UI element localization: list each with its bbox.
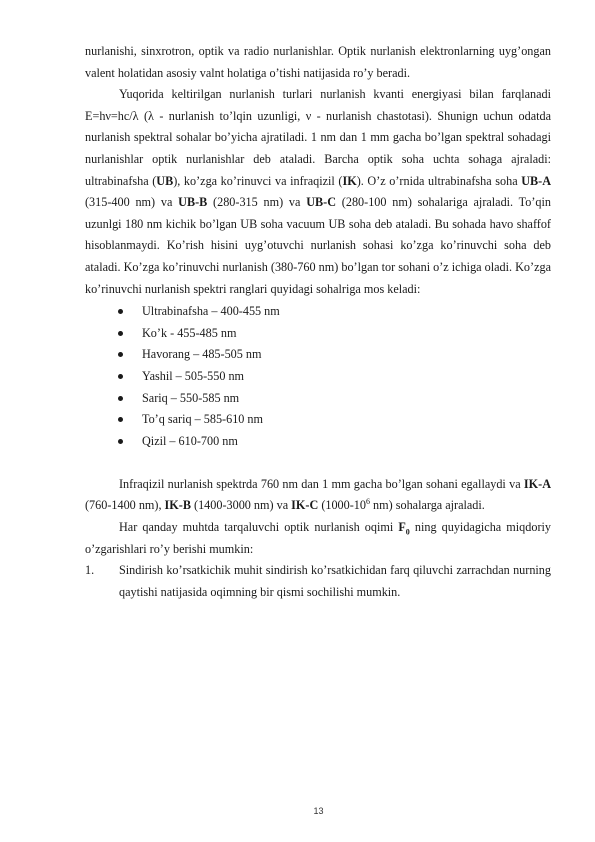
paragraph-spectral-regions: Yuqorida keltirilgan nurlanish turlari nurlanish kvanti energiyasi bilan farqlanadi E=hν=hc/λ (λ - nurlanish to’lqin uzunligi, ν - nurlanish chastotasi). Shunign uchun odatda nurlanish spektral sohalar bo’yicha ajratiladi. 1 nm dan 1 mm gacha bo’lgan spektral sohadagi nurlanishlar optik nurlanishlar deb ataladi. Barcha optik soha uchta sohaga ajraladi: ultrabinafsha (UB), ko’zga ko’rinuvci va infraqizil (IK). O’z o’rnida ultrabinafsha soha UB-A (315-400 nm) va UB-B (280-315 nm) va UB-C (280-100 nm) sohalariga ajraladi. To’qin uzunlgi 180 nm kichik bo’lgan UB soha vacuum UB soha deb ataladi. Bu sohada havo shaffof hisoblanmaydi. Ko’rish hisini uyg’otuvchi nurlanish sohasi ko’zga ko’rinuvchi soha deb ataladi. Ko’zga ko’rinuvchi nurlanish (380-760 nm) bo’lgan tor sohani o’z ichiga oladi. Ko’zga ko’rinuvchi nurlanish spektri ranglari quyidagi sohalriga mos keladi: <box>85 87 552 296</box>
list-item-text: Sindirish ko’rsatkichik muhit sindirish ko’rsatkichidan farq qiluvchi zarrachdan nurning qaytishi natijasida oqimning bir qismi sochilishi mumkin. <box>119 563 551 599</box>
ik-b-term: IK-B <box>164 498 191 513</box>
bullet-icon <box>118 309 123 314</box>
list-item: Ultrabinafsha – 400-455 nm <box>85 301 551 323</box>
ub-a-term: UB-A <box>521 173 552 188</box>
ub-c-term: UB-C <box>306 195 337 210</box>
bullet-icon <box>118 439 123 444</box>
numbered-list <box>85 560 551 603</box>
page-number: 13 <box>313 806 324 816</box>
list-item: Havorang – 485-505 nm <box>85 344 551 366</box>
ik-a-term: IK-A <box>523 476 551 491</box>
list-item: Qizil – 610-700 nm <box>85 431 551 453</box>
bullet-icon <box>118 352 123 357</box>
paragraph-flux: Har qanday muhtda tarqaluvchi optik nurlanish oqimi $F_0$ ning quyidagicha miqdoriy o’zgarishlari ro’y berishi mumkin: <box>85 520 551 556</box>
bullet-icon <box>118 417 123 422</box>
ik-term: IK <box>342 173 357 188</box>
paragraph-intro: nurlanishi, sinxrotron, optik va radio nurlanishlar. Optik nurlanish elektronlarning uyg’ongan valent holatidan asosiy valnt holatiga o’tishi natijasida ro’y beradi. <box>85 44 551 80</box>
ik-c-term: IK-C <box>291 498 319 513</box>
bullet-icon <box>118 374 123 379</box>
bullet-icon <box>118 331 123 336</box>
list-number: 1. <box>85 563 95 578</box>
list-item <box>85 560 551 603</box>
document-page <box>85 41 551 603</box>
ub-b-term: UB-B <box>178 195 208 210</box>
flux-symbol: $F_0$ <box>398 520 410 537</box>
color-range-list <box>85 301 551 452</box>
list-item: Yashil – 505-550 nm <box>85 366 551 388</box>
list-item: Ko’k - 455-485 nm <box>85 323 551 345</box>
list-item: To’q sariq – 585-610 nm <box>85 409 551 431</box>
ub-term: UB <box>156 173 174 188</box>
list-item: Sariq – 550-585 nm <box>85 388 551 410</box>
paragraph-infrared: Infraqizil nurlanish spektrda 760 nm dan 1 mm gacha bo’lgan sohani egallaydi va IK-A (760-1400 nm), IK-B (1400-3000 nm) va IK-C ($1000-10^6$ nm) sohalarga ajraladi. <box>85 476 551 513</box>
bullet-icon <box>118 396 123 401</box>
